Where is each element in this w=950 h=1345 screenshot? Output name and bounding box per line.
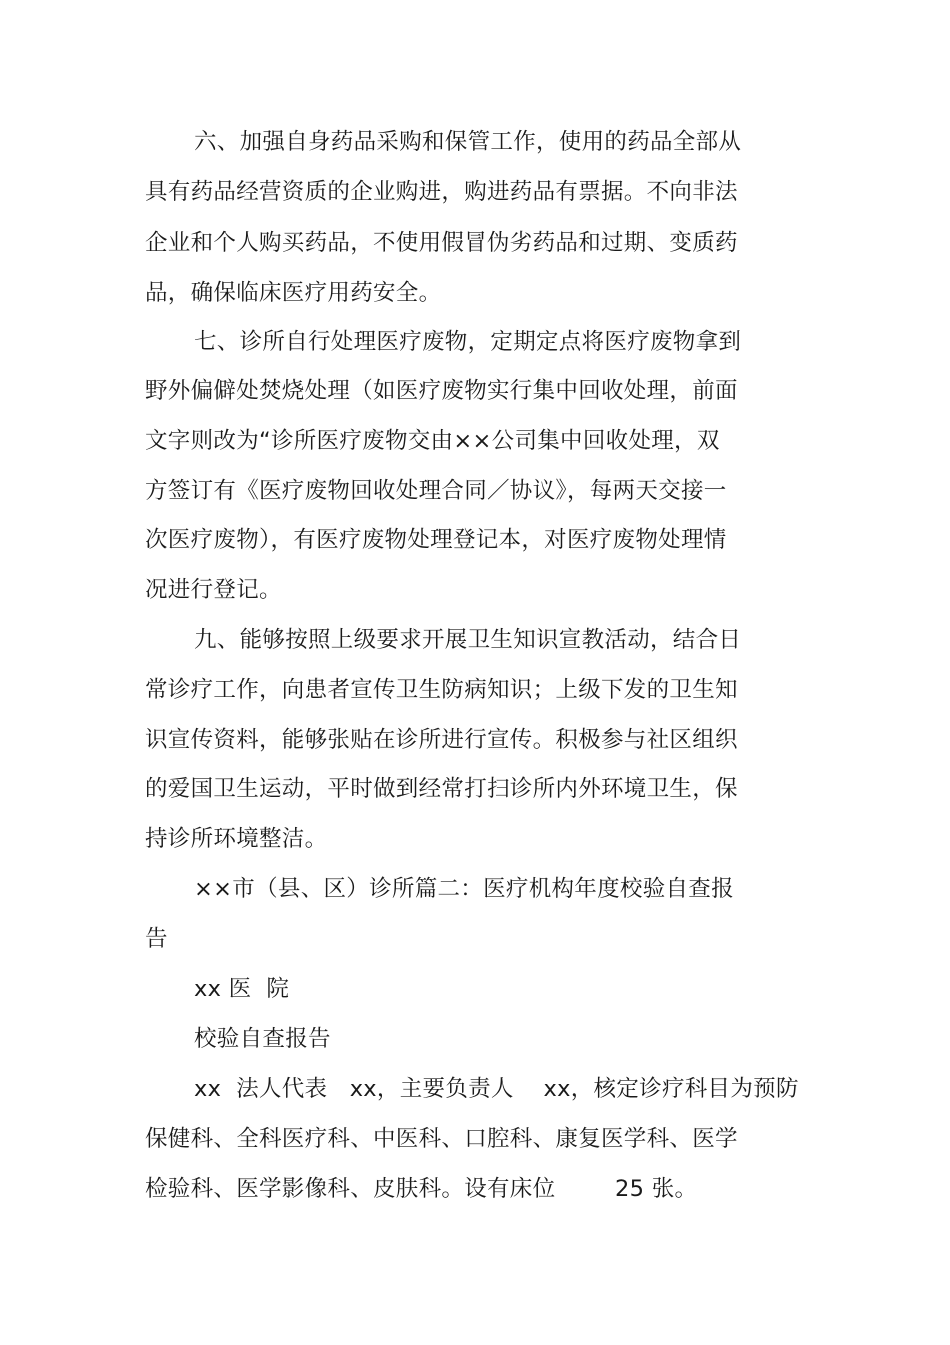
text-line: 持诊所环境整洁。 [145, 826, 328, 852]
text-line: 况进行登记。 [145, 577, 282, 603]
section-heading-continued: 告 [145, 926, 168, 952]
text-line: 具有药品经营资质的企业购进，购进药品有票据。不向非法 [145, 179, 738, 205]
report-title: 校验自查报告 [194, 1026, 331, 1052]
text-line: 企业和个人购买药品，不使用假冒伪劣药品和过期、变质药 [145, 230, 738, 256]
text-line: 方签订有《医疗废物回收处理合同／协议》，每两天交接一 [145, 478, 727, 504]
text-line: 六、加强自身药品采购和保管工作，使用的药品全部从 [194, 129, 742, 155]
text-line: 识宣传资料，能够张贴在诊所进行宣传。积极参与社区组织 [145, 727, 738, 753]
text-line: 检验科、医学影像科、皮肤科。设有床位 25 张。 [145, 1176, 698, 1202]
text-line: 九、能够按照上级要求开展卫生知识宣教活动，结合日 [194, 627, 742, 653]
text-line: 品，确保临床医疗用药安全。 [145, 280, 442, 306]
text-line: 七、诊所自行处理医疗废物，定期定点将医疗废物拿到 [194, 329, 742, 355]
text-line: 次医疗废物），有医疗废物处理登记本，对医疗废物处理情 [145, 527, 727, 553]
text-line: xx 法人代表 xx，主要负责人 xx，核定诊疗科目为预防 [194, 1076, 799, 1102]
section-heading: ××市（县、区）诊所篇二：医疗机构年度校验自查报 [194, 876, 734, 902]
text-line: 保健科、全科医疗科、中医科、口腔科、康复医学科、医学 [145, 1126, 738, 1152]
text-line: 野外偏僻处焚烧处理（如医疗废物实行集中回收处理，前面 [145, 378, 738, 404]
hospital-name: xx 医 院 [194, 976, 290, 1002]
text-line: 常诊疗工作，向患者宣传卫生防病知识；上级下发的卫生知 [145, 677, 738, 703]
text-line: 文字则改为“诊所医疗废物交由××公司集中回收处理，双 [145, 428, 720, 454]
text-line: 的爱国卫生运动，平时做到经常打扫诊所内外环境卫生，保 [145, 776, 738, 802]
